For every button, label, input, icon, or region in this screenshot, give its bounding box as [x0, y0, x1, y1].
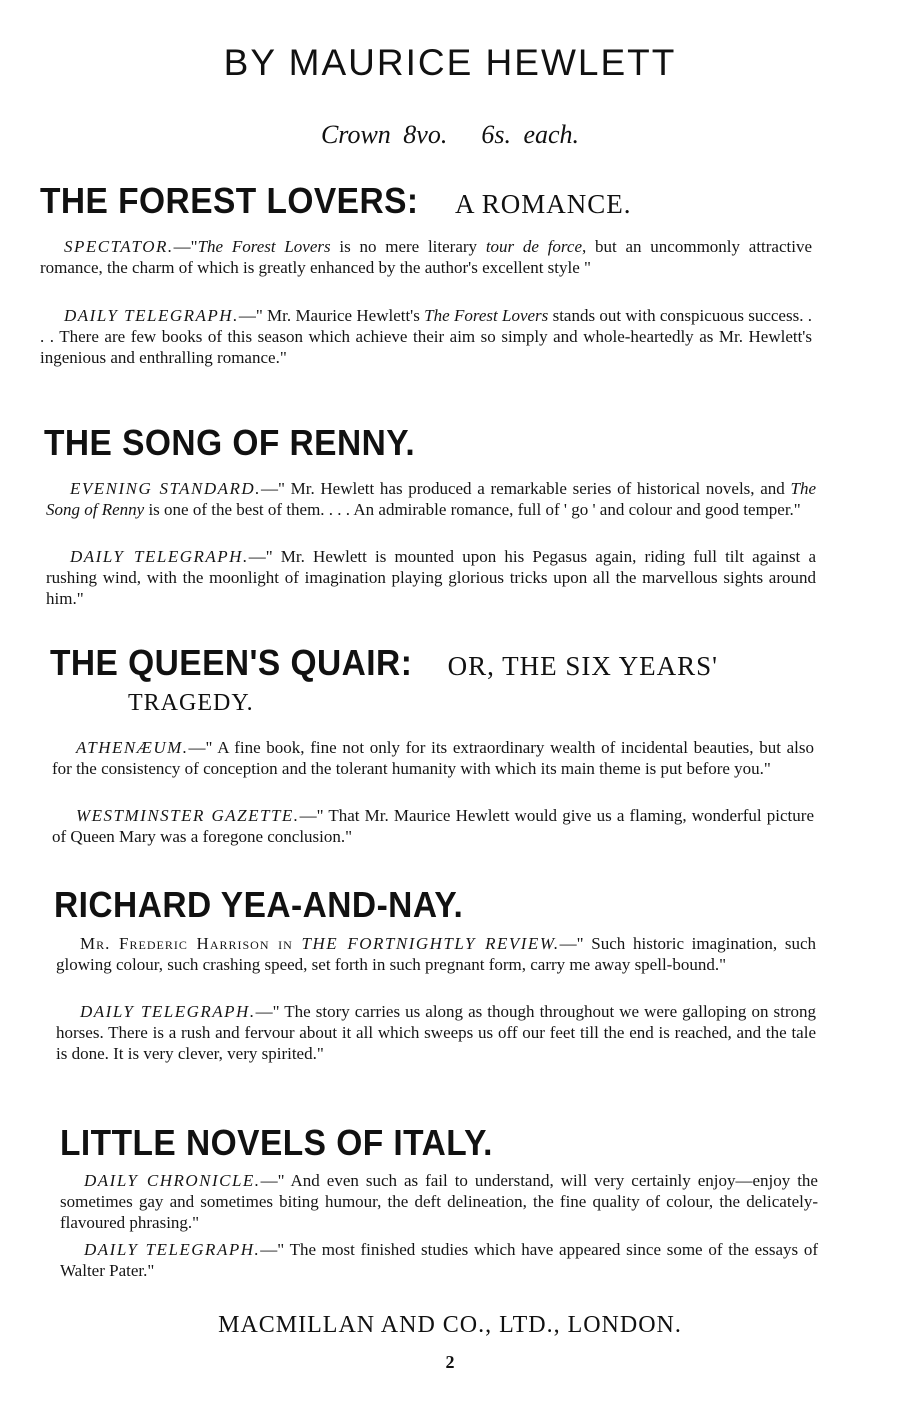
- author-heading: BY MAURICE HEWLETT: [223, 42, 677, 83]
- review-source: DAILY TELEGRAPH.: [84, 1240, 261, 1259]
- review-source: DAILY TELEGRAPH.: [64, 306, 239, 325]
- book-title-main: RICHARD YEA-AND-NAY.: [54, 884, 464, 925]
- review-daily-telegraph: DAILY TELEGRAPH.—" The story carries us along as though throughout we were galloping on strong horses. There is a rush and fervour about it all which sweeps us off our feet till the end is reached, and the tale is done. It is very clever, very spirited.": [56, 1002, 816, 1063]
- review-source: DAILY TELEGRAPH.: [70, 547, 249, 566]
- book-title-song-of-renny: [44, 422, 443, 464]
- review-prefix: Mr. Frederic Harrison in: [80, 934, 302, 953]
- page-number: 2: [445, 1352, 455, 1372]
- book-title-main: THE SONG OF RENNY.: [44, 422, 416, 463]
- review-daily-telegraph: DAILY TELEGRAPH.—" Mr. Hewlett is mounted upon his Pegasus again, riding full tilt against a rushing wind, with the moonlight of imagination playing glorious tricks upon all the marvellous sights around him.": [46, 547, 816, 608]
- book-title-forest-lovers: [40, 180, 632, 222]
- review-daily-chronicle: DAILY CHRONICLE.—" And even such as fail to understand, will very certainly enjoy—enjoy the sometimes gay and sometimes biting humour, the deft delineation, the fine quality of colour, the delicately-flavoured phrasing.": [60, 1171, 818, 1232]
- review-source: THE FORTNIGHTLY REVIEW.: [301, 934, 560, 953]
- review-source: DAILY CHRONICLE.: [84, 1171, 261, 1190]
- review-spectator: SPECTATOR.—"The Forest Lovers is no mere literary tour de force, but an uncommonly attractive romance, the charm of which is greatly enhanced by the author's excellent style ": [40, 237, 813, 277]
- review-source: EVENING STANDARD.: [70, 479, 261, 498]
- review-source: DAILY TELEGRAPH.: [80, 1002, 256, 1021]
- publisher-imprint: MACMILLAN AND CO., LTD., LONDON.: [218, 1312, 682, 1338]
- book-title-richard-yea-and-nay: [54, 884, 494, 926]
- book-subtitle: OR, THE SIX YEARS': [447, 651, 718, 681]
- review-source: WESTMINSTER GAZETTE.: [76, 806, 300, 825]
- book-subtitle: A ROMANCE.: [455, 189, 632, 219]
- review-daily-telegraph: DAILY TELEGRAPH.—" Mr. Maurice Hewlett's The Forest Lovers stands out with conspicuous success. . . . There are few books of this season which achieve their aim so simply and whole-heartedly as Mr. Hewlett's ingenious and enthralling romance.": [40, 306, 813, 367]
- book-subtitle-line2: TRAGEDY.: [128, 690, 254, 716]
- book-title-main: THE QUEEN'S QUAIR:: [50, 642, 413, 683]
- review-westminster-gazette: WESTMINSTER GAZETTE.—" That Mr. Maurice Hewlett would give us a flaming, wonderful picture of Queen Mary was a foregone conclusion.": [52, 806, 814, 846]
- format-price: 6s. each.: [481, 120, 580, 149]
- review-evening-standard: EVENING STANDARD.—" Mr. Hewlett has produced a remarkable series of historical novels, and The Song of Renny is one of the best of them. . . . An admirable romance, full of ' go ' and colour and good temper.": [46, 479, 816, 519]
- format-size: Crown 8vo.: [320, 120, 448, 149]
- review-source: SPECTATOR.: [64, 237, 174, 256]
- book-title-little-novels-of-italy: [60, 1122, 526, 1164]
- review-daily-telegraph: DAILY TELEGRAPH.—" The most finished studies which have appeared since some of the essays of Walter Pater.": [60, 1240, 819, 1280]
- review-fortnightly-review: Mr. Frederic Harrison in THE FORTNIGHTLY REVIEW.—" Such historic imagination, such glowing colour, such crashing speed, set forth in such pregnant form, carry me away spell-bound.": [56, 934, 816, 974]
- book-title-queens-quair: [50, 642, 718, 684]
- format-line: [0, 120, 900, 150]
- review-source: ATHENÆUM.: [76, 738, 189, 757]
- book-title-main: LITTLE NOVELS OF ITALY.: [60, 1122, 493, 1163]
- review-athenaeum: ATHENÆUM.—" A fine book, fine not only for its extraordinary wealth of incidental beauties, but also for the consistency of conception and the tolerant humanity with which its main theme is put before you.": [52, 738, 814, 778]
- book-title-main: THE FOREST LOVERS:: [40, 180, 419, 221]
